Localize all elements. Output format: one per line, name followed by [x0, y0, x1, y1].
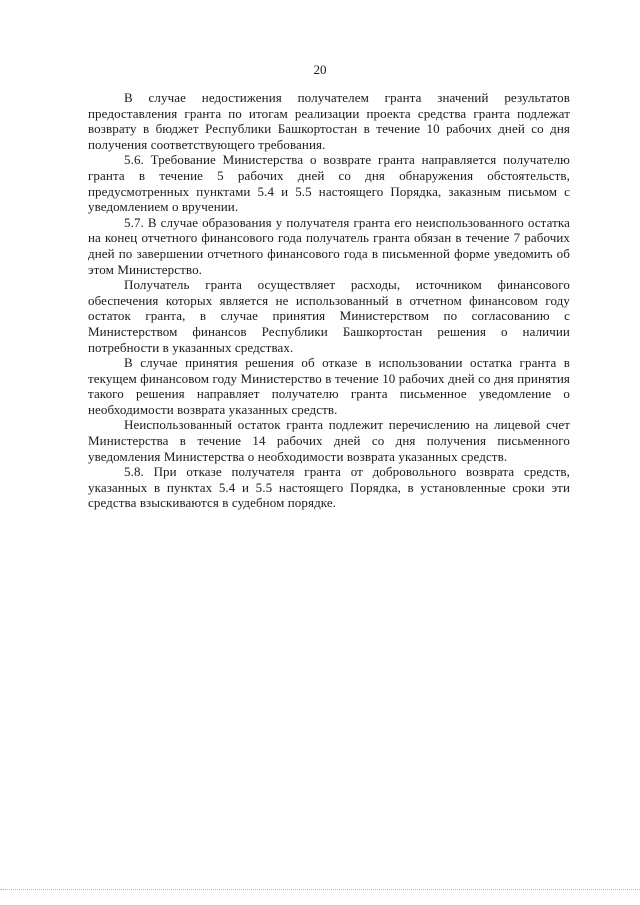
paragraph-5-7: 5.7. В случае образования у получателя гранта его неиспользованного остатка на конец отчетного финансового года получатель гранта обязан в течение 7 рабочих дней по завершении отчетного финансового года в письменной форме уведомить об этом Министерство. [88, 214, 570, 277]
page-number: 20 [313, 62, 327, 77]
scan-edge-line [0, 889, 640, 891]
document-body [88, 90, 570, 511]
paragraph-refund-unmet-results: В случае недостижения получателем гранта значений результатов предоставления гранта по итогам реализации проекта средства гранта подлежат возврату в бюджет Республики Башкортостан в течение 10 рабочих дней со дня получения соответствующего требования. [88, 90, 570, 152]
paragraph-5-8: 5.8. При отказе получателя гранта от добровольного возврата средств, указанных в пунктах 5.4 и 5.5 настоящего Порядка, в установленные сроки эти средства взыскиваются в судебном порядке. [88, 464, 570, 511]
paragraph-remaining-expenses: Получатель гранта осуществляет расходы, источником финансового обеспечения которых является не использованный в отчетном финансовом году остаток гранта, в случае принятия Министерством по согласованию с Министерством финансов Республики Башкортостан решения о наличии потребности в указанных средствах. [88, 277, 570, 355]
paragraph-5-6: 5.6. Требование Министерства о возврате гранта направляется получателю гранта в течение 5 рабочих дней со дня обнаружения обстоятельств, предусмотренных пунктами 5.4 и 5.5 настоящего Порядка, заказным письмом с уведомлением о вручении. [88, 152, 570, 215]
paragraph-refusal-decision: В случае принятия решения об отказе в использовании остатка гранта в текущем финансовом году Министерство в течение 10 рабочих дней со дня принятия такого решения направляет получателю гранта письменное уведомление о необходимости возврата указанных средств. [88, 355, 570, 417]
paragraph-transfer-remaining: Неиспользованный остаток гранта подлежит перечислению на лицевой счет Министерства в течение 14 рабочих дней со дня получения письменного уведомления Министерства о необходимости возврата указанных средств. [88, 417, 570, 464]
